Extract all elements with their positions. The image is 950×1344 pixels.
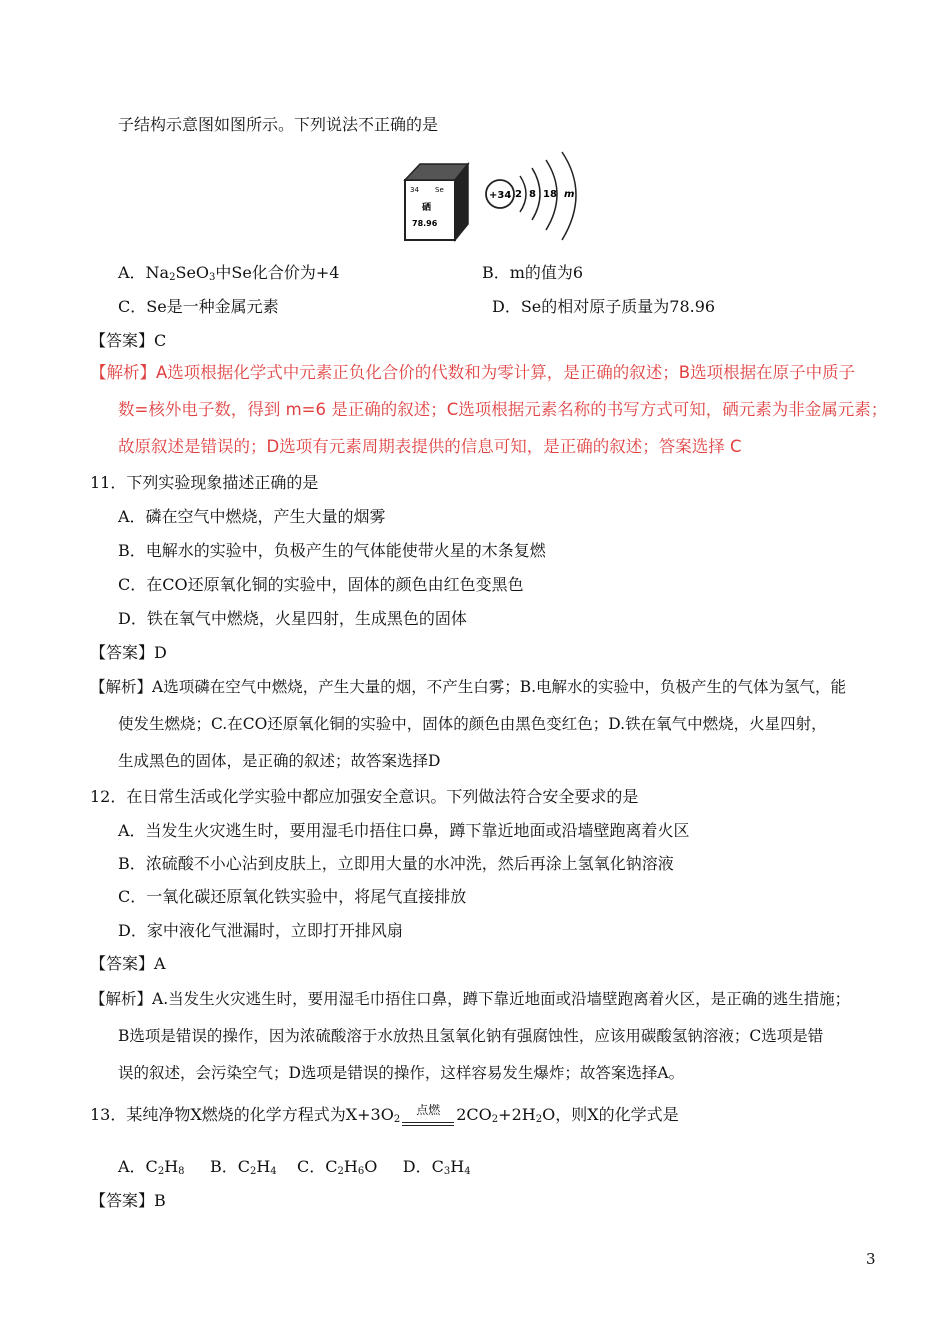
- q11-option-b: B．电解水的实验中，负极产生的气体能使带火星的木条复燃: [118, 541, 546, 560]
- q10-analysis-line-3: 故原叙述是错误的；D选项有元素周期表提供的信息可知，是正确的叙述；答案选择 C: [118, 437, 742, 456]
- q11-answer: 【答案】D: [90, 643, 167, 662]
- q10-analysis-line-1: 【解析】A选项根据化学式中元素正负化合价的代数和为零计算，是正确的叙述；B选项根据在原子中质子: [90, 363, 856, 382]
- q10-answer: 【答案】C: [90, 331, 167, 350]
- q12-option-c: C．一氧化碳还原氧化铁实验中，将尾气直接排放: [118, 887, 467, 906]
- q13-stem: 13．某纯净物X燃烧的化学方程式为$X+3O_2$点燃 $2CO_2+2H_2O$，则X的化学式是: [90, 1103, 679, 1125]
- element-name: 硒: [422, 203, 432, 213]
- periodic-cell-cube: [405, 164, 468, 240]
- q12-answer: 【答案】A: [90, 954, 166, 973]
- q10-option-a: A．$Na_2SeO_3$中Se化合价为+4: [118, 263, 340, 283]
- element-mass: 78.96: [412, 219, 438, 228]
- q12-analysis-line-3: 误的叙述，会污染空气；D选项是错误的操作，这样容易发生爆炸；故答案选择A。: [118, 1064, 685, 1082]
- q13-option-a: A．$C_2H_8$: [118, 1157, 185, 1177]
- selenium-figure: [400, 150, 600, 245]
- q12-stem: 12．在日常生活或化学实验中都应加强安全意识。下列做法符合安全要求的是: [90, 787, 639, 806]
- shell-1: 2: [515, 189, 522, 200]
- question-intro: 子结构示意图如图所示。下列说法不正确的是: [118, 115, 439, 134]
- page-number: 3: [866, 1250, 876, 1268]
- atom-structure-diagram: [486, 152, 576, 240]
- q13-options: [118, 1156, 471, 1183]
- q10-analysis-line-2: 数=核外电子数，得到 m=6 是正确的叙述；C选项根据元素名称的书写方式可知，硒元素为非金属元素；: [118, 400, 888, 419]
- q10-option-c: C．Se是一种金属元素: [118, 297, 279, 316]
- q11-option-c: C．在CO还原氧化铜的实验中，固体的颜色由红色变黑色: [118, 575, 524, 594]
- q12-analysis-line-2: B选项是错误的操作，因为浓硫酸溶于水放热且氢氧化钠有强腐蚀性，应该用碳酸氢钠溶液；C选项是错: [118, 1027, 824, 1045]
- q10-option-b: B．m的值为6: [482, 263, 584, 282]
- q12-analysis-line-1: 【解析】A.当发生火灾逃生时，要用湿毛巾捂住口鼻，蹲下靠近地面或沿墙壁跑离着火区，是正确的逃生措施；: [90, 990, 851, 1008]
- q12-option-a: A．当发生火灾逃生时，要用湿毛巾捂住口鼻，蹲下靠近地面或沿墙壁跑离着火区: [118, 821, 690, 840]
- q11-analysis-line-1: 【解析】A选项磷在空气中燃烧，产生大量的烟，不产生白雾；B.电解水的实验中，负极产生的气体为氢气，能: [90, 678, 847, 696]
- q12-option-b: B．浓硫酸不小心沾到皮肤上，立即用大量的水冲洗，然后再涂上氢氧化钠溶液: [118, 854, 674, 873]
- q10-option-d: D．Se的相对原子质量为78.96: [492, 297, 716, 316]
- nucleus-charge: +34: [489, 190, 512, 201]
- q11-option-d: D．铁在氧气中燃烧，火星四射，生成黑色的固体: [118, 609, 467, 628]
- q13-answer: 【答案】B: [90, 1191, 166, 1210]
- element-symbol: Se: [435, 186, 444, 194]
- shell-4: m: [564, 189, 575, 200]
- q11-analysis-line-2: 使发生燃烧；C.在CO还原氧化铜的实验中，固体的颜色由黑色变红色；D.铁在氧气中燃烧，火星四射，: [118, 715, 827, 733]
- q12-option-d: D．家中液化气泄漏时，立即打开排风扇: [118, 921, 403, 940]
- element-number: 34: [410, 186, 419, 194]
- q13-option-c: C．$C_2H_6O$: [297, 1157, 378, 1177]
- q13-option-d: D．$C_3H_4$: [402, 1157, 471, 1177]
- q11-stem: 11．下列实验现象描述正确的是: [90, 473, 319, 492]
- shell-2: 8: [529, 189, 536, 200]
- q11-analysis-line-3: 生成黑色的固体，是正确的叙述；故答案选择D: [118, 752, 441, 770]
- q11-option-a: A．磷在空气中燃烧，产生大量的烟雾: [118, 507, 386, 526]
- reaction-condition: 点燃: [400, 1104, 456, 1127]
- q13-option-b: B．$C_2H_4$: [209, 1157, 277, 1177]
- shell-3: 18: [543, 189, 557, 200]
